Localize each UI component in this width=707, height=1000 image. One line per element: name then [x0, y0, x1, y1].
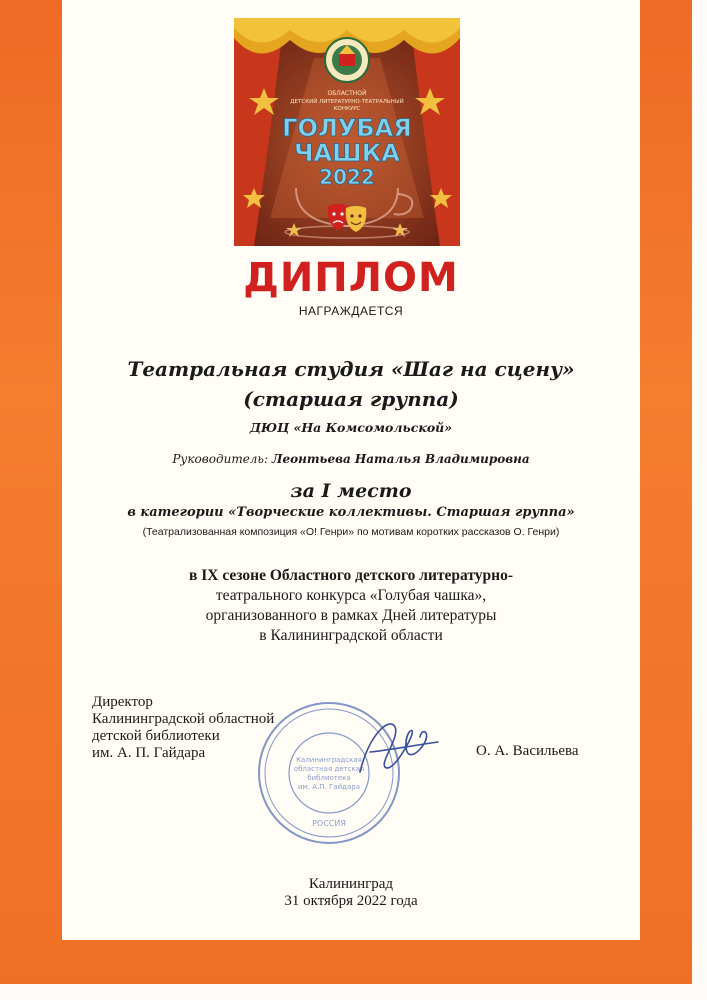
composition-note: (Театрализованная композиция «О! Генри» по мотивам коротких рассказов О. Генри) — [142, 526, 560, 538]
banner-name-line1: ГОЛУБАЯ — [282, 114, 412, 142]
season-line-1: в IX сезоне Областного детского литературно- — [188, 567, 514, 584]
svg-text:РОССИЯ: РОССИЯ — [312, 819, 346, 828]
banner-subtitle-line1: ОБЛАСТНОЙ — [327, 90, 367, 97]
leader-name: Леонтьева Наталья Владимировна — [271, 452, 530, 466]
award-category: в категории «Творческие коллективы. Старшая группа» — [127, 505, 575, 520]
svg-text:Калининградская: Калининградская — [296, 756, 362, 764]
role-line-2: Калининградской областной — [92, 711, 275, 727]
organization-name: ДЮЦ «На Комсомольской» — [249, 420, 453, 435]
role-line-4: им. А. П. Гайдара — [92, 745, 206, 761]
role-line-1: Директор — [92, 694, 153, 710]
leader-label: Руководитель: — [172, 452, 269, 466]
svg-text:им. А.П. Гайдара: им. А.П. Гайдара — [298, 783, 360, 791]
banner-year: 2022 — [319, 165, 375, 189]
svg-text:областная детская: областная детская — [293, 765, 365, 773]
role-line-3: детской библиотеки — [92, 728, 220, 744]
handwritten-signature — [350, 712, 445, 787]
contest-banner — [234, 18, 460, 246]
season-line-3: организованного в рамках Дней литературы — [205, 607, 497, 624]
banner-subtitle-line2: ДЕТСКИЙ ЛИТЕРАТУРНО-ТЕАТРАЛЬНЫЙ — [290, 99, 404, 105]
issue-date: 31 октября 2022 года — [284, 893, 418, 909]
diploma-title: ДИПЛОМ — [243, 255, 459, 301]
season-line-4: в Калининградской области — [259, 627, 443, 644]
issue-city: Калининград — [308, 876, 394, 892]
recipient-name: Театральная студия «Шаг на сцену» — [127, 357, 575, 381]
signatory-role — [92, 694, 274, 762]
awarded-label: НАГРАЖДАЕТСЯ — [298, 304, 404, 318]
recipient-group: (старшая группа) — [243, 387, 459, 411]
season-line-2: театрального конкурса «Голубая чашка», — [215, 587, 487, 604]
banner-subtitle-line3: КОНКУРС — [333, 106, 361, 112]
signatory-name: О. А. Васильева — [476, 743, 579, 759]
banner-name-line2: ЧАШКА — [294, 139, 400, 167]
leader-line — [62, 452, 640, 466]
library-emblem-logo — [325, 38, 369, 82]
award-place: за I место — [290, 480, 412, 502]
svg-text:библиотека: библиотека — [307, 774, 351, 782]
